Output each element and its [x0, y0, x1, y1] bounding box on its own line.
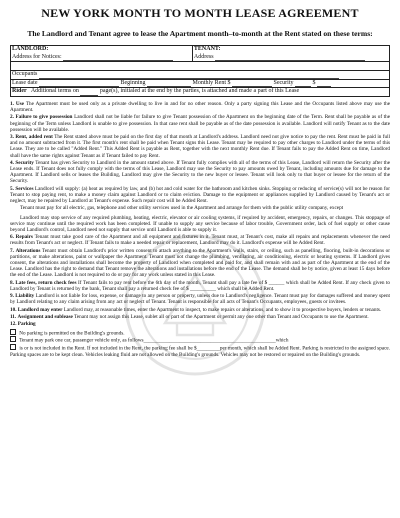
- clause-text: Tenant must take good care of the Apartment and all equipment and fixtures in it. Tenant must, at Tenant's cost, make all repairs and replacements whenever the need results from Tenant's act or neglect. If Tenant fails to make a needed repair or replacement, Landlord may do it. Landlord's expense will be Added Rent.: [10, 234, 390, 247]
- clause-heading: Liability: [15, 293, 35, 300]
- landlord-address-field[interactable]: [63, 54, 173, 61]
- clause-number: 4.: [10, 159, 14, 166]
- clause-text: Landlord will supply: (a) heat as required by law, and (b) hot and cold water for the bathroom and kitchen sinks. Stopping or reducing of service(s) will not be reason for Tenant to stop paying rent, to make a money claim against Landlord or to claim eviction. Damage to the equipment or appliances supplied by Landlord caused by Tenant's act or neglect, may be repaired by Landlord at Tenant's expense. Such repair cost will be Added Rent.: [10, 185, 391, 205]
- occupants-label: Occupants: [12, 71, 38, 78]
- parking-one-car-checkbox[interactable]: [10, 336, 16, 342]
- clause-heading: Late fees, return check fees: [15, 279, 77, 286]
- rider-text-end: page(s), initialed at the end by the parties, is attached and made a part of this Lease: [99, 88, 300, 95]
- clause-paragraph: [10, 205, 390, 211]
- clause-heading: Security: [15, 159, 34, 166]
- clause-number: 11.: [10, 314, 17, 321]
- parking-included-checkbox[interactable]: [10, 344, 16, 350]
- clause-heading: Parking: [17, 321, 36, 328]
- clause-number: 2.: [10, 114, 14, 121]
- occupants-field[interactable]: [39, 72, 339, 79]
- clause-text: The Apartment must be used only as a private dwelling to live in and for no other reason. Only a party signing this Lease and the Occupants listed above may use the Apartment.: [10, 100, 390, 114]
- clause-number: 8.: [10, 279, 14, 286]
- tenant-address-field[interactable]: [215, 54, 365, 61]
- clause-paragraph: [10, 215, 390, 233]
- clause-text: Tenant may not assign this Lease, sublet all or part of the Apartment or permit any one other than Tenant and Occupants to use the Apartment.: [74, 314, 369, 321]
- clause-heading: Rent, added rent: [15, 134, 53, 141]
- lease-clauses: [10, 101, 390, 328]
- clause-paragraph: [10, 307, 390, 313]
- clause-heading: Use: [15, 100, 24, 107]
- clause-text: Landlord may, at reasonable times, enter the Apartment to inspect, to make repairs or alterations, and to show it to prospective buyers, lenders or tenants.: [63, 306, 382, 313]
- rider-text-start: Additional terms on: [30, 88, 79, 95]
- clause-text: Tenant must pay for all electric, gas, telephone and other utility services used in the Apartment and arrange for them with the public utility company, except: [20, 205, 344, 212]
- clause-text: If Tenant fails to pay rent before the 6th day of the month, Tenant shall pay a late fee of $ ______ which shall be Added Rent. If any check given to Landlord by Tenant is returned by the bank, Tenant shall pay a returned check fee of $ __________ which shall be Added Rent.: [10, 279, 391, 292]
- tenant-address-label: Address: [193, 53, 214, 60]
- landlord-label: LANDLORD:: [12, 46, 49, 52]
- lease-date-field[interactable]: [39, 80, 119, 87]
- clause-paragraph: [10, 314, 390, 320]
- clause-heading: Services: [15, 185, 34, 192]
- clause-text: Tenant has given Security to Landlord in the amount stated above. If Tenant fully complies with all of the terms of this Lease, Landlord will return the Security after the Lease ends. If Tenant does not fully comply with the terms of this Lease, Landlord may use the Security to pay amounts owed by Tenant, including amounts due for damage to the Apartment. If Landlord sells or leases the Building, Landlord may give the Security to the new buyer or lessee. Tenant will look only to that buyer or lessee for the return of the Security.: [10, 159, 391, 185]
- clause-text: Landlord is not liable for loss, expense, or damage to any person or property, unless due to Landlord's negligence. Tenant must pay for damages suffered and money spent by Landlord relating to any claim arising from any act or neglect of Tenant. Tenant is responsible for all acts of Tenant's Occupants, employees, guests or invitees.: [10, 293, 390, 306]
- clause-heading: Landlord may enter: [17, 306, 63, 313]
- clause-paragraph: [10, 248, 390, 279]
- rider-label: Rider: [12, 88, 27, 95]
- security-label: Security: [273, 79, 294, 86]
- security-spacer: [295, 80, 311, 87]
- address-for-notices-label: Address for Notices:: [12, 53, 62, 60]
- clause-number: 5.: [10, 185, 14, 192]
- clause-number: 3.: [10, 134, 14, 141]
- clause-heading: Alterations: [15, 247, 41, 254]
- clause-number: 1.: [10, 100, 14, 107]
- parking-options: [10, 329, 390, 358]
- rider-pages-field[interactable]: [80, 89, 98, 96]
- parking-option-fee: is or is not included in the Rent. If not included in the Rent, the parking fee shall be $_________per month, which shall be Added Rent. Parking is restricted to the assigned space. Parking spaces are to be kept clean. Vehicles leaking fluid are not allowed on the Building's grounds. Vehicles may not be restored or repaired on the Building's grounds.: [10, 345, 390, 358]
- clause-paragraph: [10, 234, 390, 246]
- clause-paragraph: [10, 280, 390, 292]
- clause-number: 12.: [10, 321, 17, 328]
- clause-heading: Assignment and sublease: [17, 314, 73, 321]
- clause-heading: Failure to give possession: [15, 114, 73, 121]
- clause-paragraph: [10, 321, 390, 327]
- beginning-field[interactable]: [147, 80, 191, 87]
- clause-paragraph: [10, 114, 390, 132]
- clause-number: 6.: [10, 234, 14, 241]
- clause-paragraph: [10, 160, 390, 185]
- security-field[interactable]: [317, 80, 331, 87]
- document-title: NEW YORK MONTH TO MONTH LEASE AGREEMENT: [41, 6, 359, 20]
- parking-option-none: No parking is permitted on the Building's grounds.: [19, 330, 125, 337]
- lease-form-table: [10, 45, 390, 97]
- clause-paragraph: [10, 101, 390, 113]
- monthly-rent-field[interactable]: [232, 80, 272, 87]
- clause-number: 7.: [10, 247, 14, 254]
- clause-paragraph: [10, 186, 390, 204]
- clause-number: 9.: [10, 293, 14, 300]
- monthly-rent-label: Monthly Rent $: [192, 79, 231, 86]
- clause-text: Landlord shall not be liable for failure to give Tenant possession of the Apartment on the beginning date of the Term. Rent shall be payable as of the beginning of the Term unless Landlord is unable to give possession. In that case rent shall be payable as of the date possession is available. Landlord will notify Tenant as to the date possession will be available.: [10, 114, 391, 133]
- parking-none-checkbox[interactable]: [10, 329, 16, 335]
- lease-date-label: Lease date: [12, 79, 38, 86]
- clause-text: The Rent stated above must be paid on the first day of that month at Landlord's address. Landlord need not give notice to pay the rent. Rent must be paid in full and no amount subtracted from it. The first month's rent shall be paid when Tenant signs this Lease. Tenant may be required to pay other charges to Landlord under the terms of this Lease. They are to be called "Added Rent." This Added Rent is payable as Rent, together with the next monthly Rent due. If Tenant fails to pay the Added Rent on time, Landlord shall have the same rights against Tenant as if Tenant failed to pay Rent.: [10, 134, 391, 159]
- document-subtitle: The Landlord and Tenant agree to lease the Apartment month–to-month at the Rent stated on these terms:: [27, 29, 373, 38]
- beginning-label: Beginning: [120, 79, 146, 86]
- tenant-label: TENANT:: [193, 46, 221, 52]
- clause-text: Landlord may stop service of any required plumbing, heating, electric, elevator or air cooling systems, if required by accident, emergency, repairs, or changes. This stoppage of service may continue until the required work has been completed. If unable to supply any service because of labor trouble, Government order, lack of fuel supply or other cause beyond Landlord's control, Landlord need not supply that service until Landlord is able to supply it.: [10, 214, 390, 233]
- clause-paragraph: [10, 293, 390, 305]
- clause-number: 10.: [10, 306, 17, 313]
- clause-heading: Repairs: [15, 234, 33, 241]
- security-dollar-sign: $: [312, 79, 316, 86]
- parking-option-one-car: Tenant may park one car, passenger vehicle only, as follows___________________________________________________which: [19, 337, 289, 344]
- clause-text: Tenant must obtain Landlord's prior written consent to attach anything to the Apartment's walls, stairs, or ceiling, such as panelling, flooring, built-in decorations or partitions, or make alterations, paint or wallpaper the Apartment. Tenant must not change the plumbing, ventilating, air conditioning, electric or heating systems. If Landlord gives consent, the alterations and installations shall become the property of Landlord when completed and paid for, and shall remain with and as part of the Apartment at the end of the Lease. Landlord has the right to demand that Tenant remove the alterations and installations before the end of the Lease. The demand shall be by notice, given at least 15 days before the end of the Lease. Landlord is not required to do or pay for any work unless stated in this Lease.: [10, 247, 391, 279]
- clause-paragraph: [10, 134, 390, 159]
